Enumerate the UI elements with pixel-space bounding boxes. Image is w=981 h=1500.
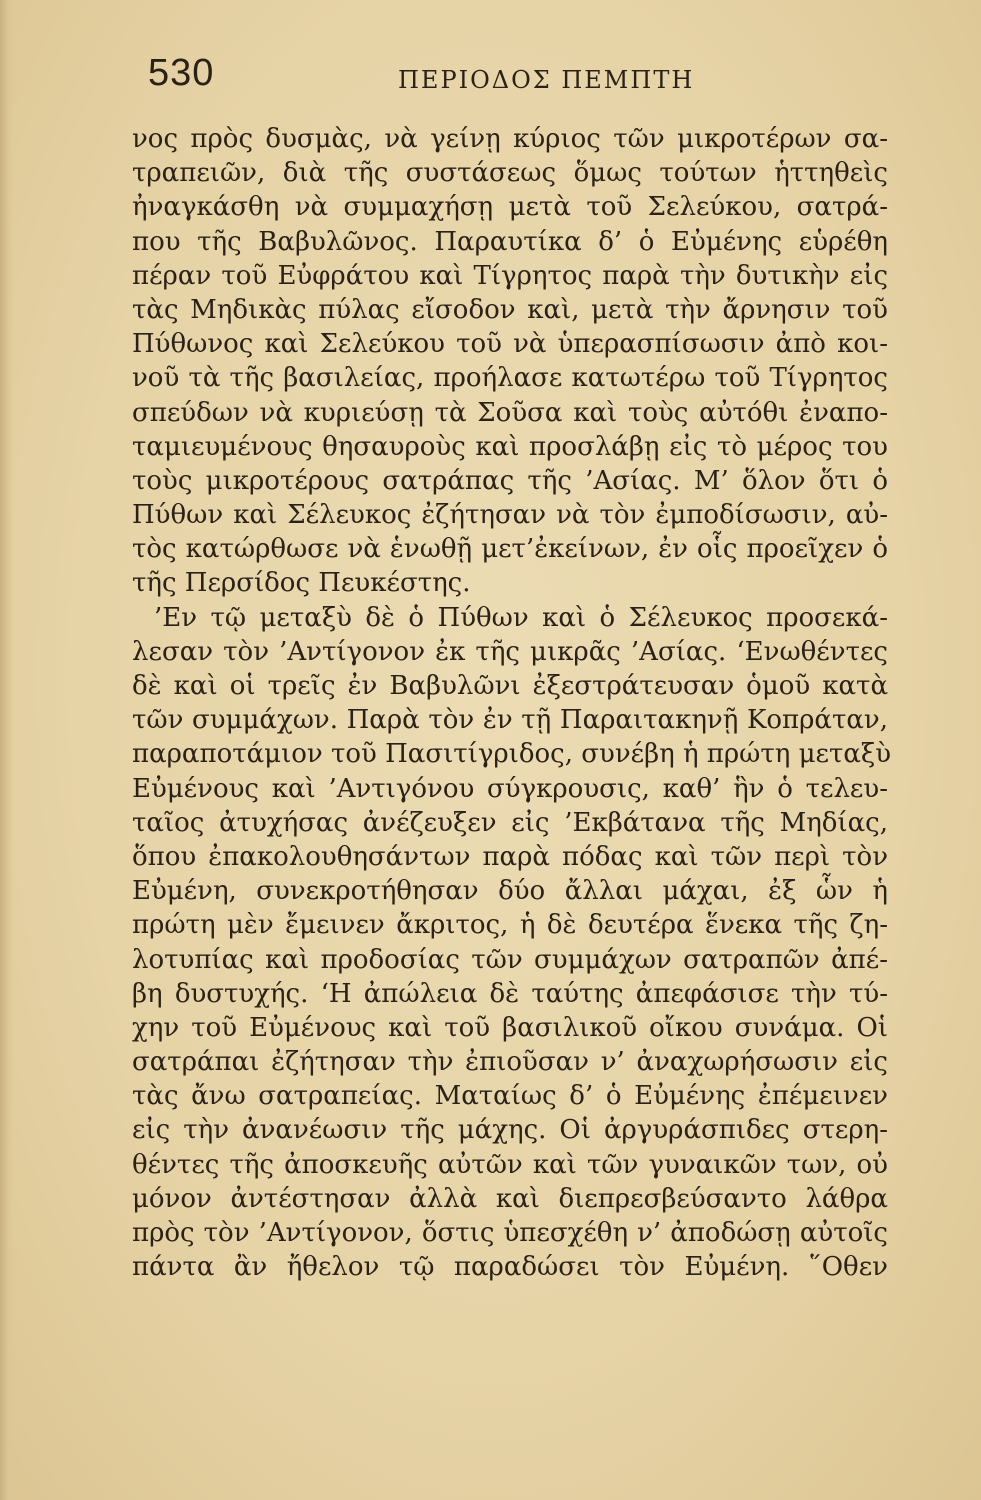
running-head: [148, 52, 888, 100]
text-line: που τῆς Βαβυλῶνος. Παραυτίκα δ’ ὁ Εὐμένης εὑρέθη: [132, 226, 888, 257]
text-line: τὰς ἄνω σατραπείας. Ματαίως δ’ ὁ Εὐμένης ἐπέμεινεν: [132, 1081, 888, 1112]
text-line: εἰς τὴν ἀνανέωσιν τῆς μάχης. Οἱ ἀργυράσπιδες στερη-: [132, 1115, 888, 1146]
text-line: σατράπαι ἐζήτησαν τὴν ἐπιοῦσαν ν’ ἀναχωρήσωσιν εἰς: [132, 1047, 888, 1078]
running-title: ΠΕΡΙΟΔΟΣ ΠΕΜΠΤΗ: [398, 66, 695, 94]
text-line: τὸς κατώρθωσε νὰ ἑνωθῇ μετ’ἐκείνων, ἐν οἷς προεῖχεν ὁ: [132, 534, 888, 565]
page-gutter-shadow: [0, 0, 14, 1500]
text-line: ταῖος ἀτυχήσας ἀνέζευξεν εἰς ’Εκβάτανα τῆς Μηδίας,: [132, 807, 888, 838]
text-line: δὲ καὶ οἱ τρεῖς ἐν Βαβυλῶνι ἐξεστράτευσαν ὁμοῦ κατὰ: [132, 671, 888, 701]
text-line: Πύθων καὶ Σέλευκος ἐζήτησαν νὰ τὸν ἐμποδίσωσιν, αὐ-: [132, 500, 888, 531]
text-line: τοὺς μικροτέρους σατράπας τῆς ’Ασίας. Μ’ ὅλον ὅτι ὁ: [132, 465, 888, 496]
text-line: μόνον ἀντέστησαν ἀλλὰ καὶ διεπρεσβεύσαντο λάθρα: [132, 1183, 888, 1214]
text-line: σπεύδων νὰ κυριεύσῃ τὰ Σοῦσα καὶ τοὺς αὐτόθι ἐναπο-: [132, 397, 888, 428]
text-line: λεσαν τὸν ’Αντίγονον ἐκ τῆς μικρᾶς ’Ασίας. ‘Ενωθέντες: [132, 636, 888, 667]
text-line: παραποτάμιον τοῦ Πασιτίγριδος, συνέβη ἡ πρώτη μεταξὺ: [132, 739, 892, 770]
text-line: Εὐμένη, συνεκροτήθησαν δύο ἄλλαι μάχαι, ἐξ ὧν ἡ: [132, 876, 888, 907]
text-line: Πύθωνος καὶ Σελεύκου τοῦ νὰ ὑπερασπίσωσιν ἀπὸ κοι-: [132, 329, 888, 360]
paragraph-start-line: ’Εν τῷ μεταξὺ δὲ ὁ Πύθων καὶ ὁ Σέλευκος προσεκά-: [154, 602, 888, 633]
text-line: νοῦ τὰ τῆς βασιλείας, προήλασε κατωτέρω τοῦ Τίγρητος: [132, 363, 888, 394]
text-line: βη δυστυχής. ‘Η ἀπώλεια δὲ ταύτης ἀπεφάσισε τὴν τύ-: [132, 978, 888, 1009]
text-line: πάντα ἂν ἤθελον τῷ παραδώσει τὸν Εὐμένη. ῞Οθεν: [132, 1252, 888, 1283]
page-number: 530: [148, 52, 215, 94]
text-body: [132, 122, 892, 1284]
text-line: χην τοῦ Εὐμένους καὶ τοῦ βασιλικοῦ οἴκου συνάμα. Οἱ: [132, 1012, 888, 1043]
text-line: τῶν συμμάχων. Παρὰ τὸν ἐν τῇ Παραιτακηνῇ Κοπράταν,: [132, 705, 888, 736]
text-line: ταμιευμένους θησαυροὺς καὶ προσλάβῃ εἰς τὸ μέρος του: [132, 431, 888, 462]
text-line: πρὸς τὸν ’Αντίγονον, ὅστις ὑπεσχέθη ν’ ἀποδώσῃ αὐτοῖς: [132, 1218, 888, 1248]
text-line: πρώτη μὲν ἔμεινεν ἄκριτος, ἡ δὲ δευτέρα ἕνεκα τῆς ζη-: [132, 910, 888, 941]
text-line: νος πρὸς δυσμὰς, νὰ γείνῃ κύριος τῶν μικροτέρων σα-: [132, 124, 888, 154]
text-line: ὅπου ἐπακολουθησάντων παρὰ πόδας καὶ τῶν περὶ τὸν: [132, 841, 888, 872]
text-line: τραπειῶν, διὰ τῆς συστάσεως ὅμως τούτων ἡττηθεὶς: [132, 158, 888, 189]
paragraph-end-line: τῆς Περσίδος Πευκέστης.: [132, 568, 471, 599]
text-line: λοτυπίας καὶ προδοσίας τῶν συμμάχων σατραπῶν ἀπέ-: [132, 944, 888, 975]
text-line: πέραν τοῦ Εὐφράτου καὶ Τίγρητος παρὰ τὴν δυτικὴν εἰς: [132, 260, 888, 291]
text-line: ἠναγκάσθη νὰ συμμαχήσῃ μετὰ τοῦ Σελεύκου, σατρά-: [132, 192, 888, 223]
text-line: θέντες τῆς ἀποσκευῆς αὐτῶν καὶ τῶν γυναικῶν των, οὐ: [132, 1149, 888, 1180]
text-line: Εὐμένους καὶ ’Αντιγόνου σύγκρουσις, καθ’ ἣν ὁ τελευ-: [132, 773, 888, 804]
text-line: τὰς Μηδικὰς πύλας εἴσοδον καὶ, μετὰ τὴν ἄρνησιν τοῦ: [132, 294, 888, 325]
